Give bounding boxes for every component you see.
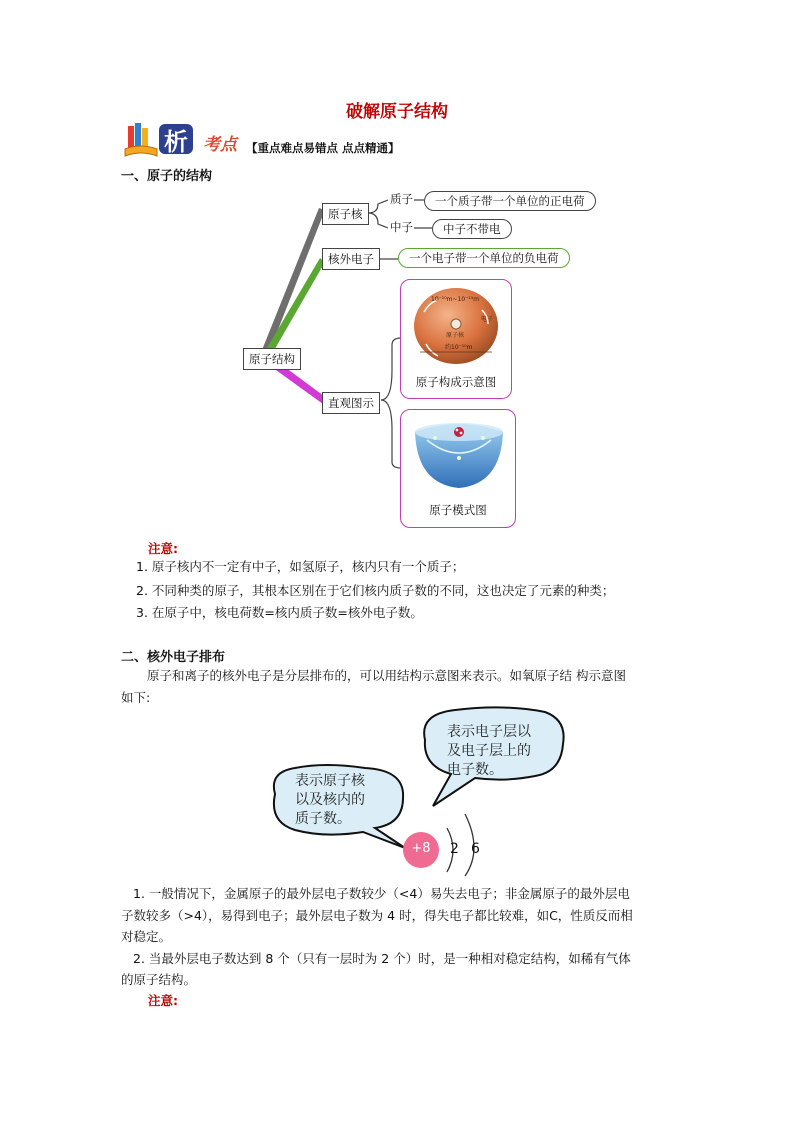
logo-char: 析 [164, 128, 188, 156]
note-1 [136, 556, 464, 577]
note-2 [136, 580, 614, 601]
section2-intro-1: 原子和离子的核外电子是分层排布的，可以用结构示意图来表示。如氧原子结 构示意图 [147, 668, 626, 683]
mindmap-connectors [0, 0, 794, 540]
line-neutron [368, 213, 388, 228]
bubble-right-line-1: 表示电子层以 [447, 724, 531, 740]
shell-count-2: 6 [471, 841, 480, 857]
point1-line-3: 对稳定。 [121, 929, 172, 944]
fig1-caption: 原子构成示意图 [415, 375, 497, 389]
note-3 [136, 602, 423, 623]
note2-title: 注意: [148, 993, 178, 1008]
fig2-panel [400, 409, 516, 528]
note-1-text: 原子核内不一定有中子，如氢原子，核内只有一个质子； [151, 559, 465, 574]
mm-root: 原子结构 [243, 348, 301, 370]
mm-proton-desc: 一个质子带一个单位的正电荷 [424, 191, 596, 211]
header-tagline: 【重点难点易错点 点点精通】 [246, 141, 400, 155]
page-title: 破解原子结构 [346, 102, 448, 122]
note1-title: 注意: [148, 541, 178, 556]
logo-word: 考点 [203, 135, 237, 155]
mm-nucleus: 原子核 [322, 203, 369, 225]
mm-visual: 直观图示 [322, 392, 380, 414]
note-3-text: 在原子中，核电荷数=核内质子数=核外电子数。 [151, 605, 423, 620]
mm-proton: 质子 [390, 192, 413, 206]
bubble-right-line-3: 电子数。 [447, 762, 503, 778]
fig1-label-range: 10⁻¹⁰m~10⁻¹⁵m [431, 296, 479, 303]
point2-line-2: 的原子结构。 [121, 972, 197, 987]
point1-line-1: 1. 一般情况下，金属原子的最外层电子数较少（<4）易失去电子；非金属原子的最外层电 [133, 886, 630, 901]
fig1-label-size: 约10⁻¹⁰m [445, 344, 473, 351]
line-fig1 [381, 338, 401, 400]
bubble-left-text [295, 772, 365, 829]
note-3-num: 3. [136, 605, 152, 620]
fig1-label-nucleus: 原子核 [446, 332, 465, 339]
section2-heading: 二、核外电子排布 [121, 650, 226, 665]
mm-neutron-desc: 中子不带电 [432, 219, 512, 239]
mm-electron: 核外电子 [322, 248, 380, 270]
nucleus-charge: +8 [411, 841, 431, 856]
mm-electron-desc: 一个电子带一个单位的负电荷 [398, 248, 570, 268]
fig1-panel [400, 279, 512, 399]
atom-bowl-icon [413, 418, 505, 490]
point1-line-2: 子数较多（>4），易得到电子；最外层电子数为 4 时，得失电子都比较难，如C，性质反而相 [121, 908, 633, 923]
line-proton [368, 200, 388, 213]
point2-line-1: 2. 当最外层电子数达到 8 个（只有一层时为 2 个）时，是一种相对稳定结构，如稀有气体 [133, 951, 631, 966]
section2-intro-2: 如下: [121, 690, 151, 705]
fig1-label-electron: 电子 [481, 316, 494, 323]
bubble-right-text [447, 723, 531, 780]
line-fig2 [381, 400, 401, 468]
note-1-num: 1. [136, 559, 152, 574]
shell-count-1: 2 [450, 841, 459, 857]
bubble-left-line-2: 以及核内的 [295, 792, 365, 808]
bubble-left-line-1: 表示原子核 [295, 773, 365, 789]
branch-nucleus [262, 208, 325, 350]
mm-neutron: 中子 [390, 220, 413, 234]
note-2-num: 2. [136, 583, 152, 598]
section1-heading: 一、原子的结构 [121, 169, 213, 184]
fig2-caption: 原子模式图 [429, 503, 487, 517]
note-2-text: 不同种类的原子，其根本区别在于它们核内质子数的不同，这也决定了元素的种类； [151, 583, 615, 598]
bubble-left-line-3: 质子数。 [295, 811, 351, 827]
bubble-right-line-2: 及电子层上的 [447, 743, 531, 759]
